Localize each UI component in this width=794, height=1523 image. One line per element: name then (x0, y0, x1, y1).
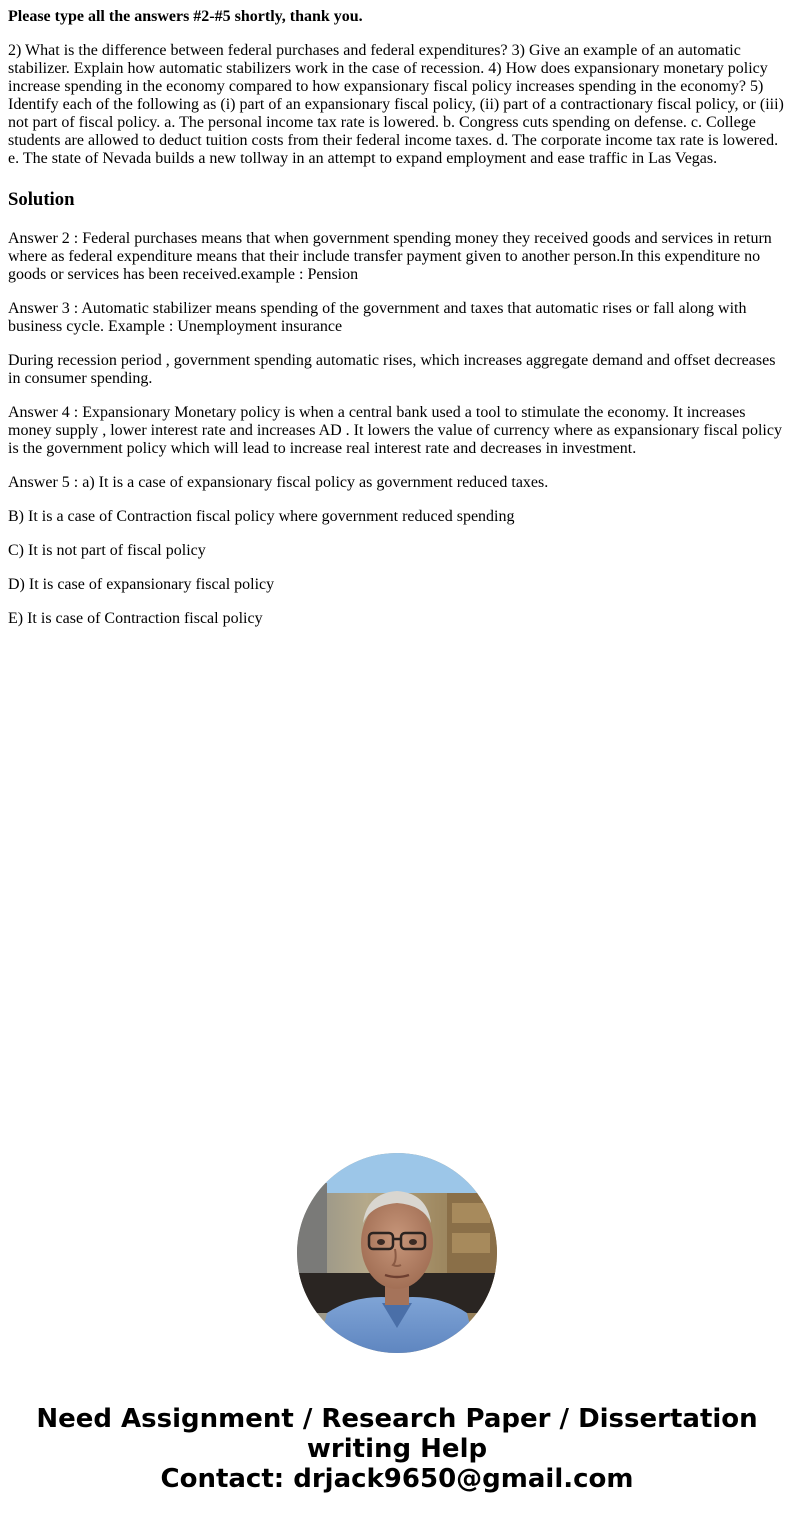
answer-4-paragraph: Answer 4 : Expansionary Monetary policy is when a central bank used a tool to stimulate the economy. It increases money supply , lower interest rate and increases AD . It lowers the value of currency where as expansionary fiscal policy is the government policy which will lead to increase real interest rate and decreases in investment. (8, 404, 782, 457)
question-header: Please type all the answers #2-#5 shortly, thank you. (8, 8, 363, 25)
recession-paragraph: During recession period , government spending automatic rises, which increases aggregate demand and offset decreases in consumer spending. (8, 352, 776, 387)
answer-5d-paragraph: D) It is case of expansionary fiscal policy (8, 576, 275, 593)
answer-5c-paragraph: C) It is not part of fiscal policy (8, 542, 206, 559)
answer-5b-paragraph: B) It is a case of Contraction fiscal policy where government reduced spending (8, 508, 515, 525)
promo-banner (0, 1404, 794, 1494)
question-body: 2) What is the difference between federal purchases and federal expenditures? 3) Give an example of an automatic stabilizer. Explain how automatic stabilizers work in the case of recession. 4) How does expansionary monetary policy increase spending in the economy compared to how expansionary fiscal policy increases spending in the economy? 5) Identify each of the following as (i) part of an expansionary fiscal policy, (ii) part of a contractionary fiscal policy, or (iii) not part of fiscal policy. a. The personal income tax rate is lowered. b. Congress cuts spending on defense. c. College students are allowed to deduct tuition costs from their federal income taxes. d. The corporate income tax rate is lowered. e. The state of Nevada builds a new tollway in an attempt to expand employment and ease traffic in Las Vegas. (8, 42, 784, 167)
avatar (297, 1153, 497, 1353)
document-content (8, 8, 786, 644)
promo-line-2: writing Help (306, 1434, 488, 1464)
promo-contact-line: Contact: drjack9650@gmail.com (160, 1464, 634, 1494)
answer-2-paragraph: Answer 2 : Federal purchases means that when government spending money they received goods and services in return where as federal expenditure means that their include transfer payment given to another person.In this expenditure no goods or services has been received.example : Pension (8, 230, 772, 283)
solution-heading: Solution (8, 189, 75, 210)
avatar-portrait-image (297, 1153, 497, 1353)
promo-line-1: Need Assignment / Research Paper / Dissertation (36, 1404, 758, 1434)
answer-5e-paragraph: E) It is case of Contraction fiscal policy (8, 610, 263, 627)
answer-3-paragraph: Answer 3 : Automatic stabilizer means spending of the government and taxes that automatic rises or fall along with business cycle. Example : Unemployment insurance (8, 300, 747, 335)
answer-5a-paragraph: Answer 5 : a) It is a case of expansionary fiscal policy as government reduced taxes. (8, 474, 549, 491)
